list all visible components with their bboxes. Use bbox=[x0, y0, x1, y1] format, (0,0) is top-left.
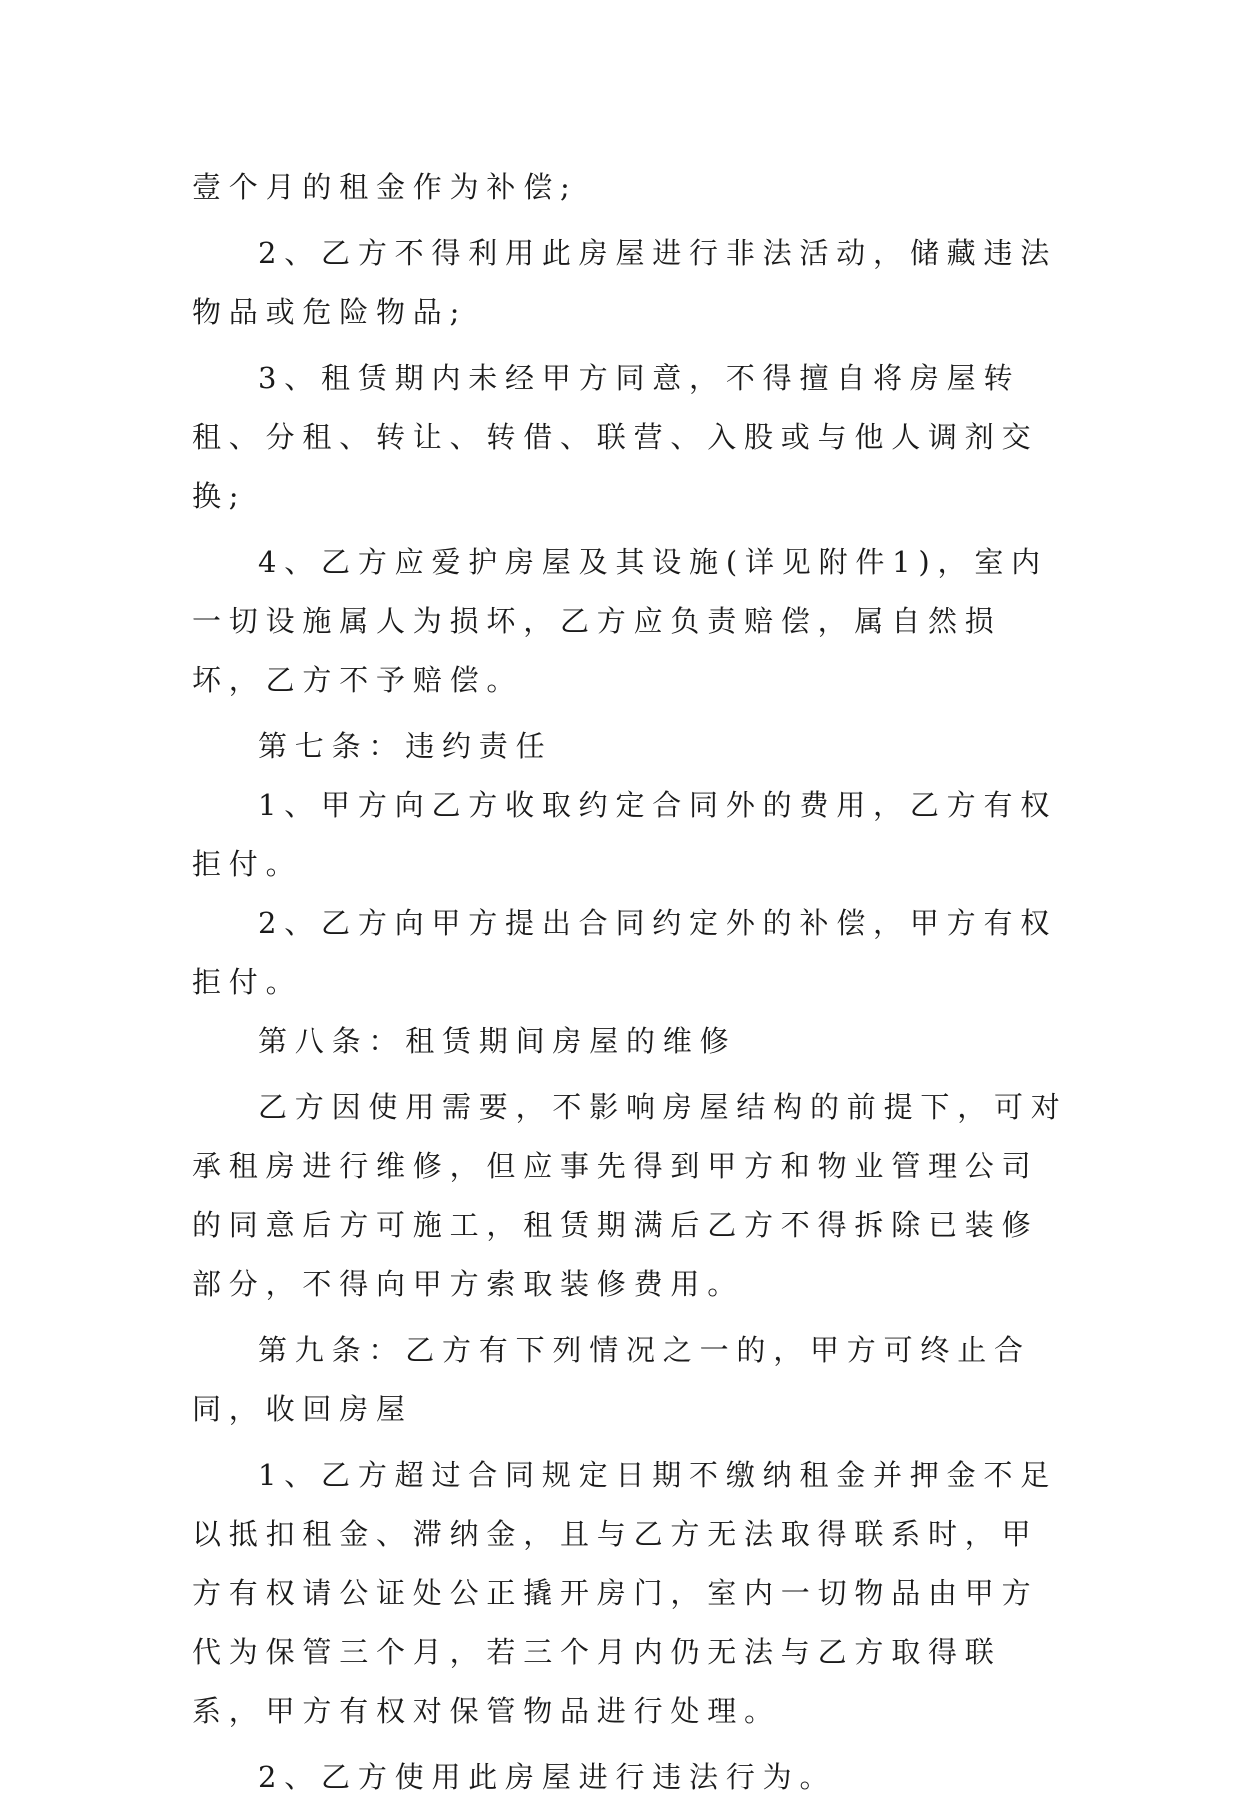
paragraph-article-8-body: 乙方因使用需要，不影响房屋结构的前提下，可对承租房进行维修，但应事先得到甲方和物业管理公司的同意后方可施工，租赁期满后乙方不得拆除已装修部分，不得向甲方索取装修费用。 bbox=[192, 1090, 1068, 1301]
paragraph-compensation: 壹个月的租金作为补偿; bbox=[192, 170, 578, 204]
paragraph-clause-3-sublease: 3、租赁期内未经甲方同意，不得擅自将房屋转租、分租、转让、转借、联营、入股或与他人调剂交换; bbox=[192, 361, 1039, 513]
document-body bbox=[192, 158, 1072, 1807]
paragraph-article-7-item-2: 2、乙方向甲方提出合同约定外的补偿，甲方有权拒付。 bbox=[192, 906, 1058, 999]
section-heading-article-9: 第九条：乙方有下列情况之一的，甲方可终止合同，收回房屋 bbox=[192, 1333, 1031, 1426]
section-heading-article-8: 第八条：租赁期间房屋的维修 bbox=[258, 1024, 737, 1058]
paragraph-article-9-item-1: 1、乙方超过合同规定日期不缴纳租金并押金不足以抵扣租金、滞纳金，且与乙方无法取得联系时，甲方有权请公证处公正撬开房门，室内一切物品由甲方代为保管三个月，若三个月内仍无法与乙方取得联系，甲方有权对保管物品进行处理。 bbox=[192, 1458, 1058, 1728]
paragraph-clause-2-illegal-activity: 2、乙方不得利用此房屋进行非法活动，储藏违法物品或危险物品; bbox=[192, 236, 1058, 329]
paragraph-article-9-item-2: 2、乙方使用此房屋进行违法行为。 bbox=[258, 1760, 837, 1794]
section-heading-article-7: 第七条：违约责任 bbox=[258, 729, 553, 763]
paragraph-article-7-item-1: 1、甲方向乙方收取约定合同外的费用，乙方有权拒付。 bbox=[192, 788, 1058, 881]
paragraph-clause-4-facilities: 4、乙方应爱护房屋及其设施(详见附件1)，室内一切设施属人为损坏，乙方应负责赔偿，属自然损坏，乙方不予赔偿。 bbox=[192, 545, 1048, 697]
